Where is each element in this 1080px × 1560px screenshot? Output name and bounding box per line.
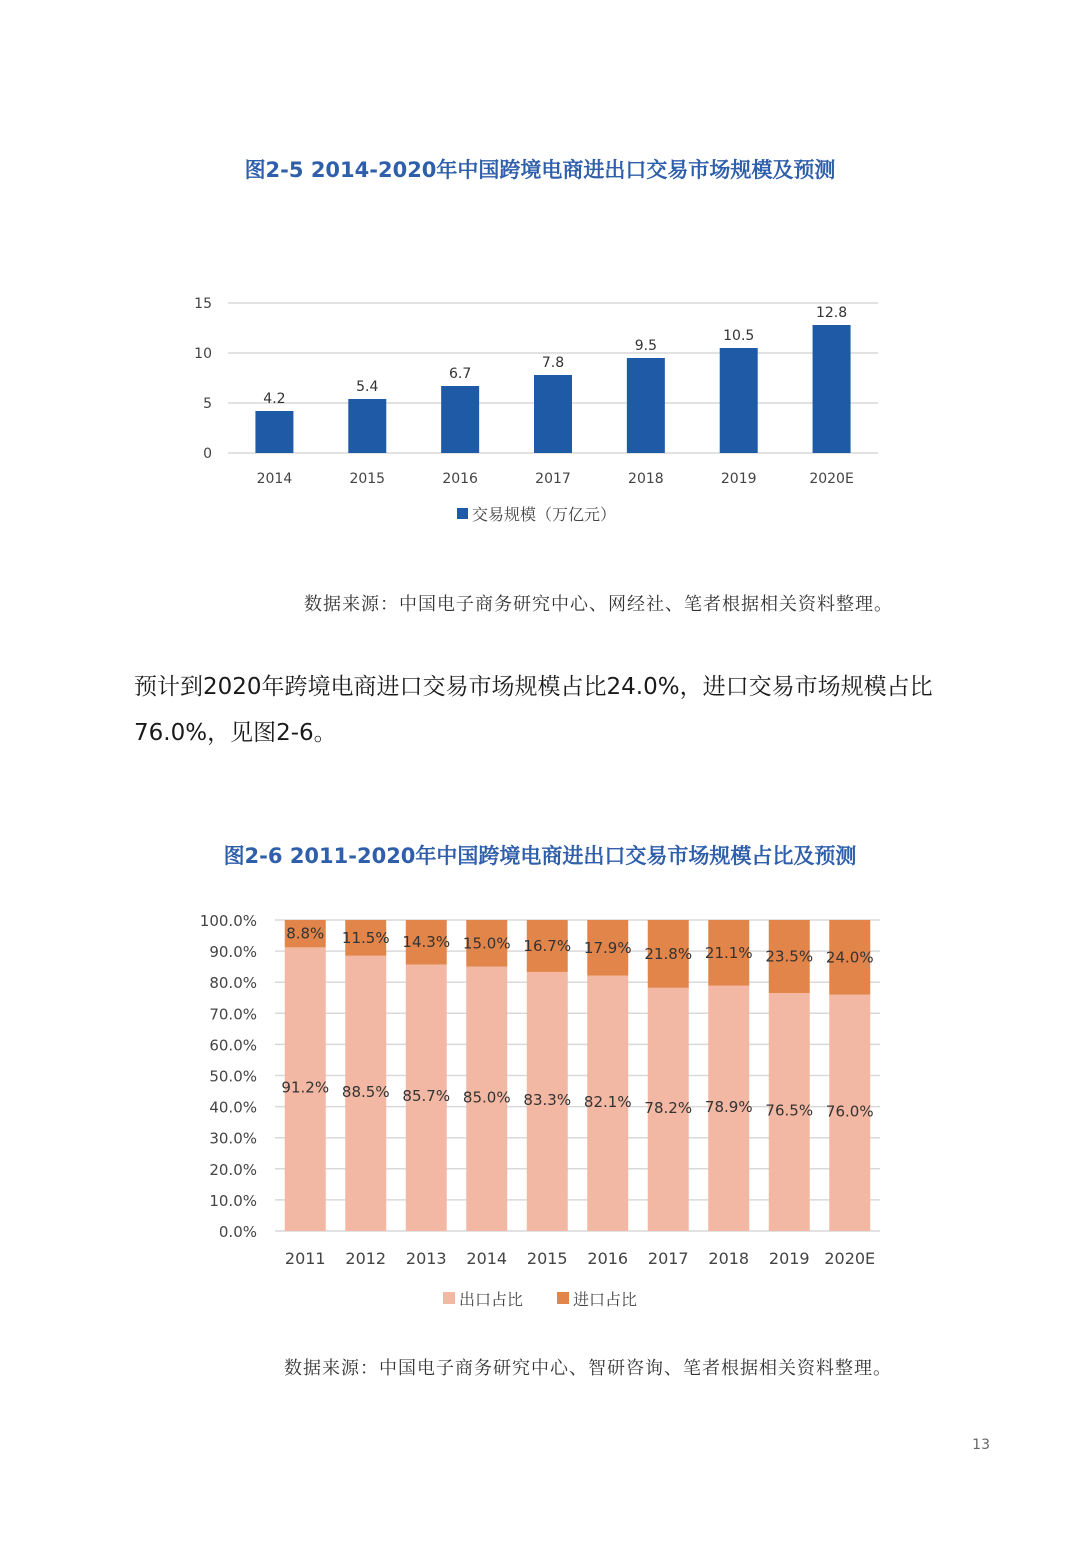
data-label-import: 21.8% [644, 944, 693, 963]
y-tick-label: 90.0% [209, 943, 257, 962]
data-label-import: 8.8% [286, 924, 325, 943]
legend-swatch [457, 508, 468, 519]
x-tick-label: 2018 [708, 1249, 750, 1268]
x-tick-label: 2013 [405, 1249, 447, 1268]
data-label-import: 11.5% [341, 928, 390, 947]
x-tick-label: 2012 [345, 1249, 387, 1268]
y-tick-label: 40.0% [209, 1098, 257, 1117]
y-tick-label: 80.0% [209, 974, 257, 993]
data-label: 5.4 [356, 379, 379, 395]
y-tick-label: 10 [194, 346, 212, 362]
data-label-import: 17.9% [583, 938, 632, 957]
y-tick-label: 15 [194, 296, 212, 312]
figure-2-6-title: 图2-6 2011-2020年中国跨境电商进出口交易市场规模占比及预测 [223, 844, 857, 868]
y-tick-label: 5 [203, 396, 212, 412]
y-tick-label: 70.0% [209, 1005, 257, 1024]
data-label: 7.8 [541, 355, 565, 371]
figure-2-6-source: 数据来源：中国电子商务研究中心、智研咨询、笔者根据相关资料整理。 [284, 1358, 892, 1379]
data-label-export: 76.5% [765, 1101, 814, 1120]
data-label-import: 23.5% [765, 947, 814, 966]
data-label-import: 24.0% [825, 948, 874, 967]
data-label-export: 85.7% [402, 1087, 451, 1106]
data-label-export: 78.9% [704, 1097, 753, 1116]
y-tick-label: 0 [203, 446, 212, 462]
legend-swatch-import [557, 1292, 569, 1304]
bar [813, 325, 851, 453]
data-label: 12.8 [815, 305, 848, 321]
y-tick-label: 30.0% [209, 1129, 257, 1148]
data-label-export: 82.1% [583, 1092, 632, 1111]
x-tick-label: 2016 [442, 471, 478, 487]
data-label-export: 85.0% [462, 1088, 511, 1107]
bar [627, 358, 665, 453]
x-tick-label: 2015 [526, 1249, 568, 1268]
figure-2-5-source: 数据来源：中国电子商务研究中心、网经社、笔者根据相关资料整理。 [304, 594, 893, 615]
legend-swatch-export [443, 1292, 455, 1304]
bar [255, 411, 293, 453]
legend-label: 交易规模（万亿元） [472, 505, 617, 524]
y-tick-label: 50.0% [209, 1067, 257, 1086]
legend-label-export: 出口占比 [459, 1290, 524, 1309]
data-label-export: 78.2% [644, 1098, 693, 1117]
data-label-import: 16.7% [523, 936, 572, 955]
data-label: 9.5 [634, 338, 657, 354]
data-label: 10.5 [723, 328, 755, 344]
y-tick-label: 60.0% [209, 1036, 257, 1055]
x-tick-label: 2020E [824, 1249, 876, 1268]
data-label-import: 14.3% [402, 933, 451, 952]
figure-2-5-title: 图2-5 2014-2020年中国跨境电商进出口交易市场规模及预测 [244, 158, 836, 182]
body-paragraph: 预计到2020年跨境电商进口交易市场规模占比24.0%，进口交易市场规模占比76.0%，见图2-6。 [134, 674, 933, 746]
y-tick-label: 10.0% [209, 1191, 257, 1210]
stacked-bar-chart-share [0, 900, 1080, 1320]
y-tick-label: 20.0% [209, 1160, 257, 1179]
legend-label-import: 进口占比 [573, 1290, 638, 1309]
x-tick-label: 2019 [768, 1249, 810, 1268]
data-label: 4.2 [263, 391, 286, 407]
data-label-export: 91.2% [281, 1078, 330, 1097]
bar-chart-transaction-scale [0, 280, 1080, 540]
bar [348, 399, 386, 453]
data-label: 6.7 [449, 366, 472, 382]
bar [534, 375, 572, 453]
x-tick-label: 2017 [535, 471, 571, 487]
x-tick-label: 2016 [587, 1249, 629, 1268]
data-label-export: 83.3% [523, 1090, 572, 1109]
data-label-export: 76.0% [825, 1102, 874, 1121]
bar [720, 348, 758, 453]
x-tick-label: 2014 [256, 471, 293, 487]
data-label-import: 15.0% [462, 934, 511, 953]
x-tick-label: 2018 [628, 471, 664, 487]
x-tick-label: 2015 [349, 471, 386, 487]
x-tick-label: 2019 [720, 471, 757, 487]
x-tick-label: 2014 [466, 1249, 508, 1268]
page-number: 13 [972, 1437, 990, 1453]
x-tick-label: 2020E [809, 471, 854, 487]
x-tick-label: 2011 [284, 1249, 326, 1268]
data-label-import: 21.1% [704, 943, 753, 962]
data-label-export: 88.5% [341, 1082, 390, 1101]
y-tick-label: 0.0% [218, 1223, 257, 1241]
y-tick-label: 100.0% [199, 912, 257, 930]
x-tick-label: 2017 [647, 1249, 689, 1268]
bar [441, 386, 479, 453]
